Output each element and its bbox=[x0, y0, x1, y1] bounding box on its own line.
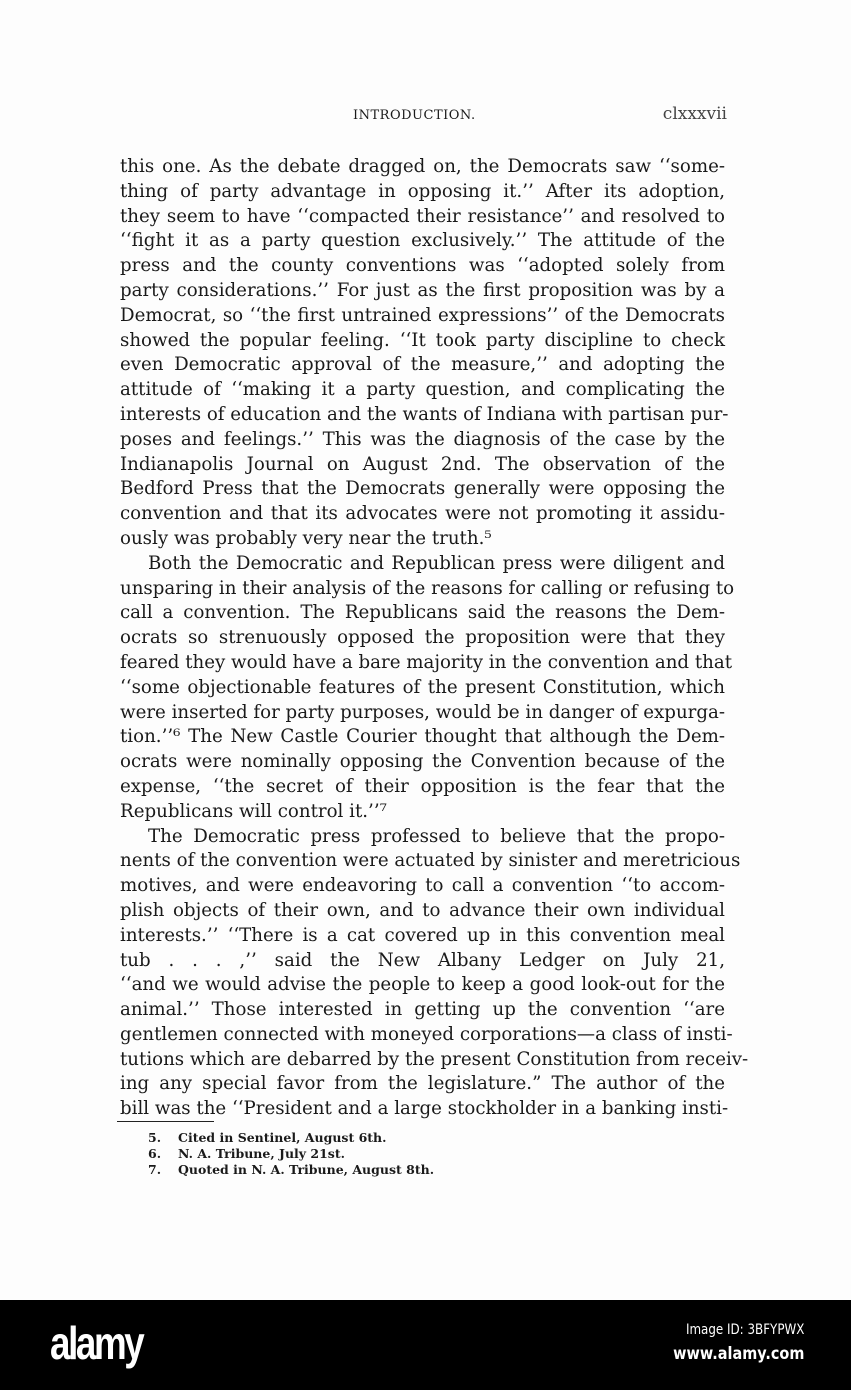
text-line: motives, and were endeavoring to call a convention ‘‘to accom- bbox=[120, 875, 725, 897]
text-line: ‘‘some objectionable features of the present Constitution, which bbox=[120, 676, 725, 698]
text-line: bill was the ‘‘President and a large stockholder in a banking insti- bbox=[120, 1098, 729, 1120]
footnote-number: 7. bbox=[148, 1162, 162, 1177]
text-line: they seem to have ‘‘compacted their resistance’’ and resolved to bbox=[120, 205, 725, 227]
text-line: call a convention. The Republicans said the reasons the Dem- bbox=[120, 602, 725, 624]
text-line: ocrats were nominally opposing the Convention because of the bbox=[120, 751, 725, 773]
image-id: Image ID: 3BFYPWX bbox=[685, 1322, 804, 1338]
text-line: unsparing in their analysis of the reasons for calling or refusing to bbox=[120, 577, 735, 599]
text-line: Democrat, so ‘‘the first untrained expressions’’ of the Democrats bbox=[120, 304, 725, 326]
text-line: showed the popular feeling. ‘‘It took party discipline to check bbox=[120, 329, 725, 351]
text-line: interests.’’ ‘‘There is a cat covered up in this convention meal bbox=[120, 924, 725, 946]
text-line: Both the Democratic and Republican press were diligent and bbox=[148, 552, 725, 574]
text-line: plish objects of their own, and to advance their own individual bbox=[120, 899, 725, 921]
text-line: ‘‘and we would advise the people to keep a good look-out for the bbox=[120, 974, 725, 996]
text-line: tion.’’⁶ The New Castle Courier thought that although the Dem- bbox=[120, 726, 725, 748]
text-line: thing of party advantage in opposing it.’’ After its adoption, bbox=[120, 180, 725, 202]
footnote bbox=[148, 1130, 434, 1146]
text-line: interests of education and the wants of Indiana with partisan pur- bbox=[120, 403, 729, 425]
footnotes bbox=[148, 1130, 434, 1178]
text-line: Republicans will control it.’’⁷ bbox=[120, 800, 387, 822]
text-line: were inserted for party purposes, would be in danger of expurga- bbox=[120, 701, 725, 723]
running-head bbox=[120, 106, 727, 130]
text-line: tub . . . ,’’ said the New Albany Ledger on July 21, bbox=[120, 949, 725, 971]
text-line: feared they would have a bare majority in the convention and that bbox=[120, 651, 733, 673]
footnote-rule bbox=[117, 1121, 214, 1122]
text-line: poses and feelings.’’ This was the diagnosis of the case by the bbox=[120, 428, 725, 450]
text-line: this one. As the debate dragged on, the Democrats saw ‘‘some- bbox=[120, 156, 725, 177]
footnote-number: 5. bbox=[148, 1130, 162, 1145]
running-head-title: INTRODUCTION. bbox=[353, 108, 476, 123]
text-line: Bedford Press that the Democrats generally were opposing the bbox=[120, 478, 725, 500]
footnote-text: Quoted in N. A. Tribune, August 8th. bbox=[178, 1162, 435, 1177]
footnote bbox=[148, 1162, 434, 1178]
text-line: expense, ‘‘the secret of their opposition is the fear that the bbox=[120, 775, 725, 797]
text-line: Indianapolis Journal on August 2nd. The observation of the bbox=[120, 453, 725, 475]
alamy-logo: alamy bbox=[50, 1317, 143, 1369]
text-line: attitude of ‘‘making it a party question, and complicating the bbox=[120, 379, 725, 401]
footnote-text: N. A. Tribune, July 21st. bbox=[178, 1146, 345, 1161]
text-line: even Democratic approval of the measure,’’ and adopting the bbox=[120, 354, 725, 376]
footnote bbox=[148, 1146, 434, 1162]
text-line: nents of the convention were actuated by sinister and meretricious bbox=[120, 850, 741, 872]
page-number: clxxxvii bbox=[662, 104, 727, 124]
text-line: party considerations.’’ For just as the first proposition was by a bbox=[120, 279, 725, 301]
text-line: The Democratic press professed to believe that the propo- bbox=[148, 825, 725, 847]
body-text bbox=[120, 155, 749, 1122]
text-line: ing any special favor from the legislature.” The author of the bbox=[120, 1073, 725, 1095]
text-line: gentlemen connected with moneyed corporations—a class of insti- bbox=[120, 1023, 733, 1045]
text-line: ocrats so strenuously opposed the proposition were that they bbox=[120, 627, 725, 649]
watermark-bar bbox=[0, 1300, 851, 1390]
text-line: animal.’’ Those interested in getting up the convention ‘‘are bbox=[120, 999, 725, 1021]
footnote-text: Cited in Sentinel, August 6th. bbox=[178, 1130, 387, 1145]
text-line: press and the county conventions was ‘‘adopted solely from bbox=[120, 255, 725, 277]
text-line: convention and that its advocates were not promoting it assidu- bbox=[120, 503, 725, 525]
site-url[interactable]: www.alamy.com bbox=[672, 1344, 804, 1364]
text-line: ously was probably very near the truth.⁵ bbox=[120, 527, 492, 549]
text-line: ‘‘fight it as a party question exclusively.’’ The attitude of the bbox=[120, 230, 725, 252]
footnote-number: 6. bbox=[148, 1146, 162, 1161]
text-line: tutions which are debarred by the present Constitution from receiv- bbox=[120, 1048, 749, 1070]
